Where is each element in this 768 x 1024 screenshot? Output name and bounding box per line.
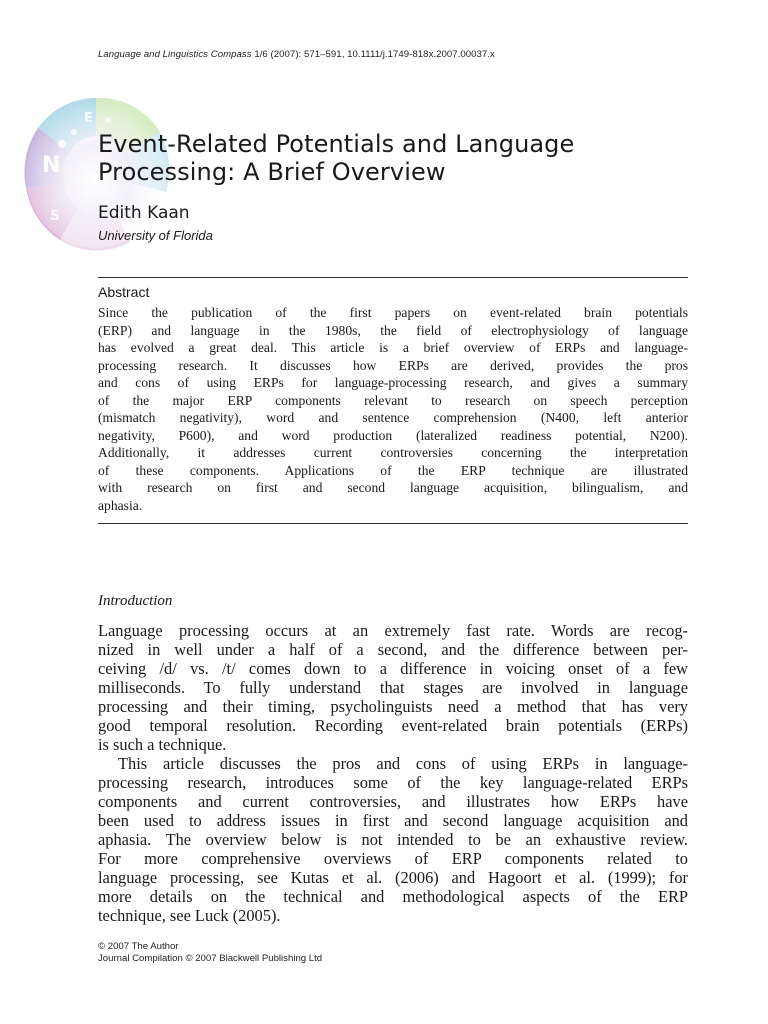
copyright-author: © 2007 The Author bbox=[98, 941, 179, 952]
abstract-line: Additionally, it addresses current controversies concerning the interpretation bbox=[98, 445, 688, 460]
running-head bbox=[98, 49, 495, 60]
journal-citation: 1/6 (2007): 571–591, 10.1111/j.1749-818x.2007.00037.x bbox=[251, 49, 495, 60]
copyright-journal: Journal Compilation © 2007 Blackwell Publishing Ltd bbox=[98, 952, 323, 964]
body-line: is such a technique. bbox=[98, 735, 227, 754]
journal-name: Language and Linguistics Compass bbox=[98, 49, 252, 60]
body-line: processing and their timing, psycholinguists need a method that has very bbox=[98, 697, 688, 716]
body-line: Language processing occurs at an extremely fast rate. Words are recog- bbox=[98, 621, 688, 640]
body-line: milliseconds. To fully understand that stages are involved in language bbox=[98, 678, 688, 697]
author-name: Edith Kaan bbox=[98, 203, 190, 223]
body-line: nized in well under a half of a second, and the difference between per- bbox=[98, 640, 688, 659]
abstract-line: negativity, P600), and word production (lateralized readiness potential, N200). bbox=[98, 427, 688, 443]
body-line: language processing, see Kutas et al. (2006) and Hagoort et al. (1999); for bbox=[98, 868, 688, 887]
abstract-line: of the major ERP components relevant to research on speech perception bbox=[98, 392, 688, 408]
abstract-line: (mismatch negativity), word and sentence comprehension (N400, left anterior bbox=[98, 410, 688, 425]
body-line: components and current controversies, and illustrates how ERPs have bbox=[98, 792, 688, 811]
logo-letter-e: E bbox=[84, 111, 93, 126]
author-affiliation: University of Florida bbox=[98, 228, 213, 243]
title-line-2: Processing: A Brief Overview bbox=[98, 158, 446, 186]
body-line: aphasia. The overview below is not intended to be an exhaustive review. bbox=[98, 830, 688, 849]
abstract-line: aphasia. bbox=[98, 497, 143, 513]
abstract-line: processing research. It discusses how ERPs are derived, provides the pros bbox=[98, 357, 688, 373]
copyright-footer bbox=[98, 941, 322, 964]
abstract-heading: Abstract bbox=[98, 284, 150, 300]
abstract-top-rule bbox=[98, 277, 688, 278]
body-line: been used to address issues in first and second language acquisition and bbox=[98, 811, 688, 830]
body-line: ceiving /d/ vs. /t/ comes down to a difference in voicing onset of a few bbox=[98, 659, 688, 678]
body-line: more details on the technical and methodological aspects of the ERP bbox=[98, 887, 688, 906]
abstract-line: Since the publication of the first papers on event-related brain potentials bbox=[98, 305, 688, 320]
introduction-heading: Introduction bbox=[98, 593, 173, 609]
article-title bbox=[98, 130, 698, 186]
logo-letter-s: S bbox=[50, 208, 61, 224]
body-line: processing research, introduces some of the key language-related ERPs bbox=[98, 773, 688, 792]
body-line: For more comprehensive overviews of ERP components related to bbox=[98, 849, 688, 868]
abstract-line: and cons of using ERPs for language-processing research, and gives a summary bbox=[98, 375, 688, 390]
abstract-bottom-rule bbox=[98, 523, 688, 524]
body-line: This article discusses the pros and cons of using ERPs in language- bbox=[118, 754, 688, 773]
abstract-body bbox=[98, 304, 688, 514]
abstract-line: of these components. Applications of the ERP technique are illustrated bbox=[98, 462, 688, 478]
body-line: technique, see Luck (2005). bbox=[98, 906, 281, 925]
logo-letter-n: N bbox=[42, 153, 61, 178]
abstract-line: has evolved a great deal. This article is a brief overview of ERPs and language- bbox=[98, 340, 688, 355]
body-line: good temporal resolution. Recording event-related brain potentials (ERPs) bbox=[98, 716, 688, 735]
title-line-1: Event-Related Potentials and Language bbox=[98, 130, 575, 158]
abstract-line: with research on first and second language acquisition, bilingualism, and bbox=[98, 480, 688, 495]
abstract-line: (ERP) and language in the 1980s, the field of electrophysiology of language bbox=[98, 322, 688, 338]
introduction-body bbox=[98, 621, 688, 925]
